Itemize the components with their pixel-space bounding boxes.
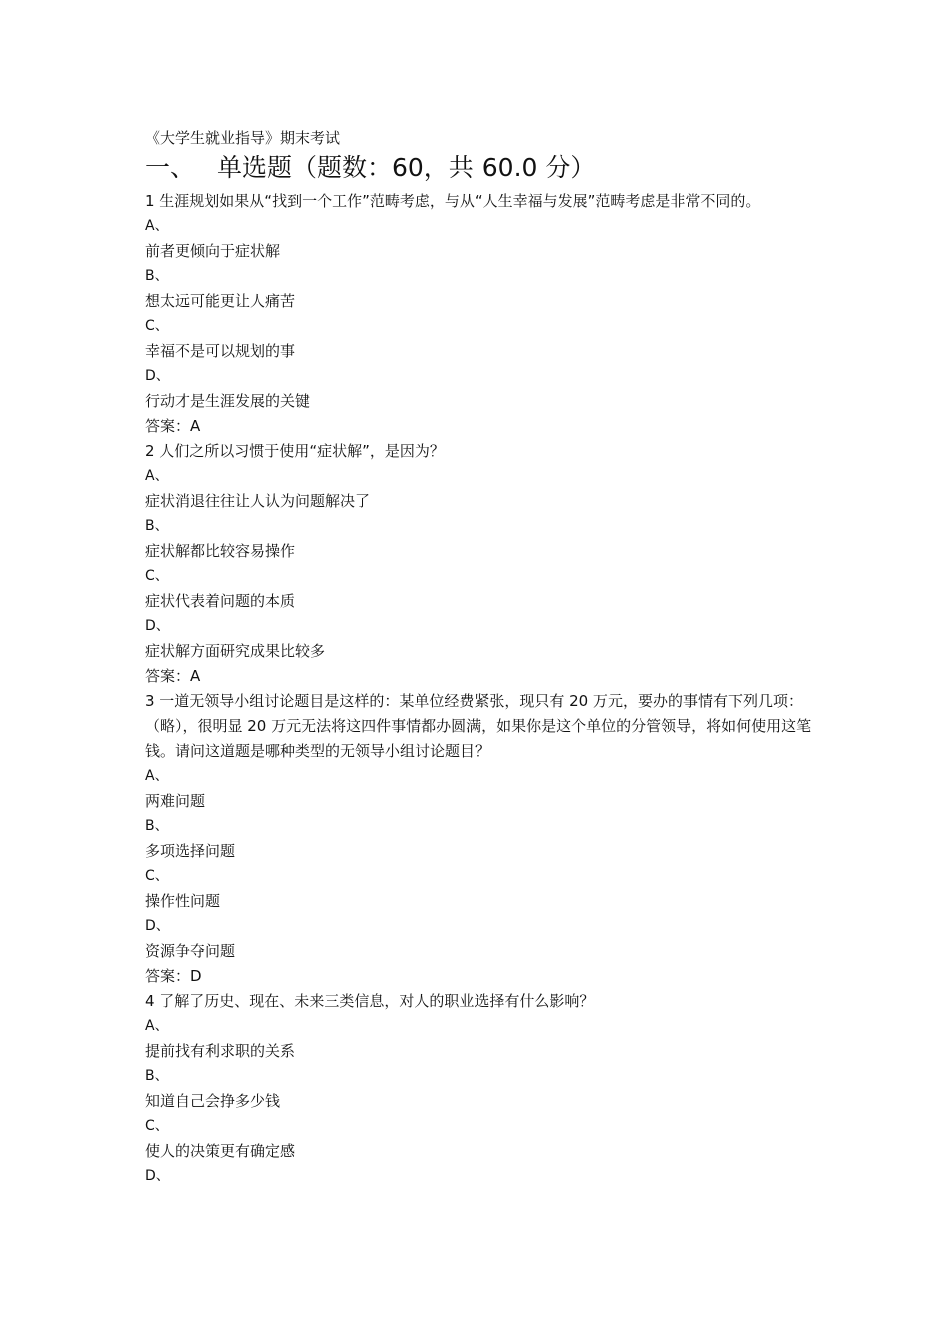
option-text-d: 行动才是生涯发展的关键 (145, 392, 311, 410)
option-text-a: 症状消退往往让人认为问题解决了 (145, 492, 371, 510)
question-stem: 3 一道无领导小组讨论题目是这样的：某单位经费紧张，现只有 20 万元，要办的事情有下列几项：（略），很明显 20 万元无法将这四件事情都办圆满，如果你是这个单位的分管领导，将如何使用这笔钱。请问这道题是哪种类型的无领导小组讨论题目？ (145, 692, 812, 760)
question-stem: 1 生涯规划如果从“找到一个工作”范畴考虑，与从“人生幸福与发展”范畴考虑是非常不同的。 (145, 192, 761, 210)
section-number: 一、 (145, 153, 196, 182)
option-text-a: 提前找有利求职的关系 (145, 1042, 296, 1060)
option-text-b: 多项选择问题 (145, 842, 236, 860)
question-stem: 4 了解了历史、现在、未来三类信息，对人的职业选择有什么影响？ (145, 992, 595, 1010)
document-title: 《大学生就业指导》期末考试 (145, 129, 341, 147)
option-letter-c: C、 (145, 1118, 169, 1134)
option-letter-c: C、 (145, 868, 169, 884)
option-text-c: 操作性问题 (145, 892, 221, 910)
option-letter-d: D、 (145, 918, 170, 934)
option-letter-a: A、 (145, 218, 169, 234)
document-page (145, 128, 815, 1189)
option-letter-b: B、 (145, 1068, 169, 1084)
option-text-b: 症状解都比较容易操作 (145, 542, 296, 560)
section-heading (145, 151, 815, 185)
question-stem: 2 人们之所以习惯于使用“症状解”，是因为？ (145, 442, 445, 460)
option-text-b: 知道自己会挣多少钱 (145, 1092, 281, 1110)
option-letter-a: A、 (145, 768, 169, 784)
question-1 (145, 189, 815, 439)
option-letter-d: D、 (145, 368, 170, 384)
option-text-c: 症状代表着问题的本质 (145, 592, 296, 610)
question-3 (145, 689, 815, 989)
option-text-b: 想太远可能更让人痛苦 (145, 292, 296, 310)
answer-line: 答案：D (145, 967, 202, 985)
question-4 (145, 989, 815, 1189)
answer-line: 答案：A (145, 417, 201, 435)
option-letter-a: A、 (145, 1018, 169, 1034)
option-letter-c: C、 (145, 318, 169, 334)
option-text-c: 幸福不是可以规划的事 (145, 342, 296, 360)
question-2 (145, 439, 815, 689)
option-letter-a: A、 (145, 468, 169, 484)
option-text-c: 使人的决策更有确定感 (145, 1142, 296, 1160)
option-letter-b: B、 (145, 268, 169, 284)
option-text-a: 前者更倾向于症状解 (145, 242, 281, 260)
answer-line: 答案：A (145, 667, 201, 685)
option-text-d: 症状解方面研究成果比较多 (145, 642, 326, 660)
option-letter-d: D、 (145, 618, 170, 634)
section-heading-text: 单选题（题数：60，共 60.0 分） (217, 153, 596, 182)
option-letter-b: B、 (145, 818, 169, 834)
option-letter-c: C、 (145, 568, 169, 584)
option-text-d: 资源争夺问题 (145, 942, 236, 960)
option-letter-b: B、 (145, 518, 169, 534)
option-text-a: 两难问题 (145, 792, 206, 810)
option-letter-d: D、 (145, 1168, 170, 1184)
